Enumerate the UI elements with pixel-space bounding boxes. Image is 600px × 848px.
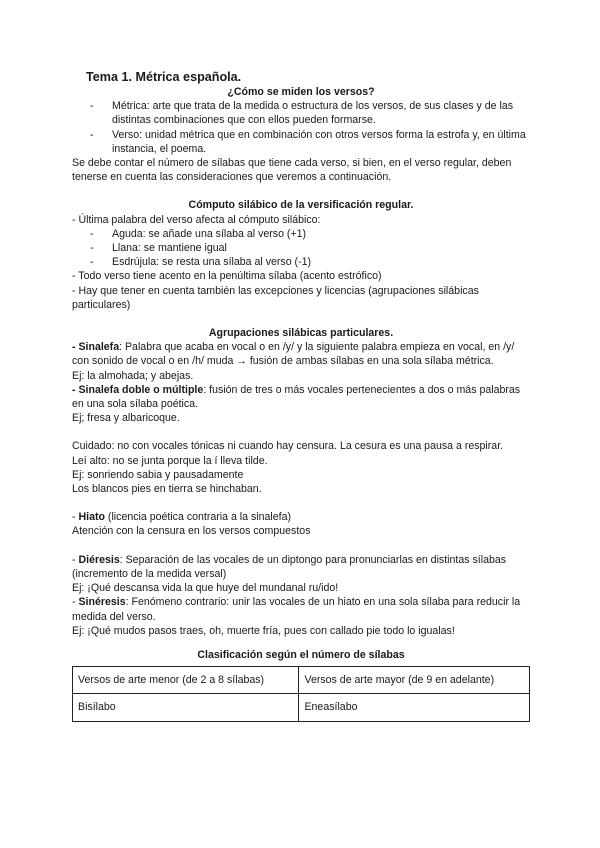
- section-heading-agrupaciones: Agrupaciones silábicas particulares.: [208, 327, 394, 340]
- term: - Sinalefa: [72, 341, 120, 354]
- section-heading-clasificacion: Clasificación según el número de sílabas: [197, 648, 405, 661]
- list-item-text: Esdrújula: se resta una sílaba al verso (-1): [112, 256, 312, 269]
- list-item: [72, 255, 530, 269]
- paragraph: Los blancos pies en tierra se hinchaban.: [72, 483, 262, 496]
- table-header-cell: Versos de arte menor (de 2 a 8 sílabas): [73, 667, 299, 694]
- list-item: [72, 99, 530, 127]
- paragraph: [72, 595, 530, 623]
- definition: : Palabra que acaba en vocal o en /y/ y la siguiente palabra empieza en vocal, en /y/ con sonido de vocal o en /h/ muda → fusión de ambas sílabas en una sola sílaba métrica.: [72, 341, 515, 368]
- table-row: [73, 694, 530, 721]
- definition: (licencia poética contraria a la sinalefa): [104, 511, 292, 524]
- paragraph: Se debe contar el número de sílabas que tiene cada verso, si bien, en el verso regular, deben tenerse en cuenta las consideraciones que veremos a continuación.: [72, 157, 512, 184]
- paragraph: [72, 383, 530, 411]
- definition: : Separación de las vocales de un diptongo para pronunciarlas en distintas sílabas (incremento de la medida versal): [72, 553, 507, 580]
- paragraph: - Todo verso tiene acento en la penúltima sílaba (acento estrófico): [72, 270, 382, 283]
- table-cell: Bisílabo: [73, 694, 299, 721]
- syllable-table: [72, 666, 530, 721]
- document-title: Tema 1. Métrica española.: [86, 70, 242, 84]
- list-item: [72, 227, 530, 241]
- document-page: [72, 70, 530, 722]
- list-item-text: Métrica: arte que trata de la medida o estructura de los versos, de sus clases y de las distintas combinaciones que con ellos pueden formarse.: [112, 100, 513, 127]
- table-header-row: [73, 667, 530, 694]
- section-heading-computo: Cómputo silábico de la versificación regular.: [188, 199, 414, 212]
- definition: : Fenómeno contrario: unir las vocales de un hiato en una sola sílaba para reducir la medida del verso.: [72, 596, 521, 623]
- paragraph: [72, 553, 530, 581]
- dash-bullet: -: [90, 227, 94, 240]
- example: Ej: ¡Qué mudos pasos traes, oh, muerte fría, pues con callado pie todo lo igualas!: [72, 624, 455, 637]
- dash-bullet: -: [90, 128, 94, 141]
- term: Sinéresis: [78, 596, 126, 609]
- paragraph: [72, 510, 530, 524]
- paragraph: Cuidado: no con vocales tónicas ni cuando hay censura. La cesura es una pausa a respirar.: [72, 440, 504, 453]
- list-item-text: Llana: se mantiene igual: [112, 242, 227, 255]
- term: - Sinalefa doble o múltiple: [72, 383, 204, 396]
- dash-bullet: -: [90, 256, 94, 269]
- table-cell: Eneasílabo: [299, 694, 530, 721]
- term: Hiato: [78, 511, 105, 524]
- list-item-text: Verso: unidad métrica que en combinación con otros versos forma la estrofa y, en última instancia, el poema.: [112, 128, 526, 155]
- definition: : fusión de tres o más vocales pertenecientes a dos o más palabras en una sola sílaba poética.: [72, 383, 521, 411]
- dash: -: [72, 511, 79, 524]
- dash: -: [72, 596, 79, 609]
- example: Ej: sonriendo sabia y pausadamente: [72, 468, 244, 481]
- paragraph: Atención con la censura en los versos compuestos: [72, 525, 311, 538]
- term: Diéresis: [78, 553, 120, 566]
- dash-bullet: -: [90, 242, 94, 255]
- paragraph: - Hay que tener en cuenta también las excepciones y licencias (agrupaciones silábicas particulares): [72, 284, 479, 311]
- example: Ej: ¡Qué descansa vida la que huye del mundanal ru/ido!: [72, 582, 339, 595]
- section-heading-medida: ¿Cómo se miden los versos?: [227, 86, 375, 98]
- table-header-cell: Versos de arte mayor (de 9 en adelante): [299, 667, 530, 694]
- paragraph: [72, 340, 530, 368]
- list-item-text: Aguda: se añade una sílaba al verso (+1): [112, 227, 307, 240]
- dash-bullet: -: [90, 100, 94, 113]
- example: Ej: la almohada; y abejas.: [72, 369, 194, 382]
- dash: -: [72, 553, 79, 566]
- example: Ej; fresa y albaricoque.: [72, 412, 180, 425]
- paragraph: - Última palabra del verso afecta al cómputo silábico:: [72, 213, 321, 226]
- list-item: [72, 128, 530, 156]
- paragraph: Leí alto: no se junta porque la í lleva tilde.: [72, 454, 268, 467]
- list-item: [72, 241, 530, 255]
